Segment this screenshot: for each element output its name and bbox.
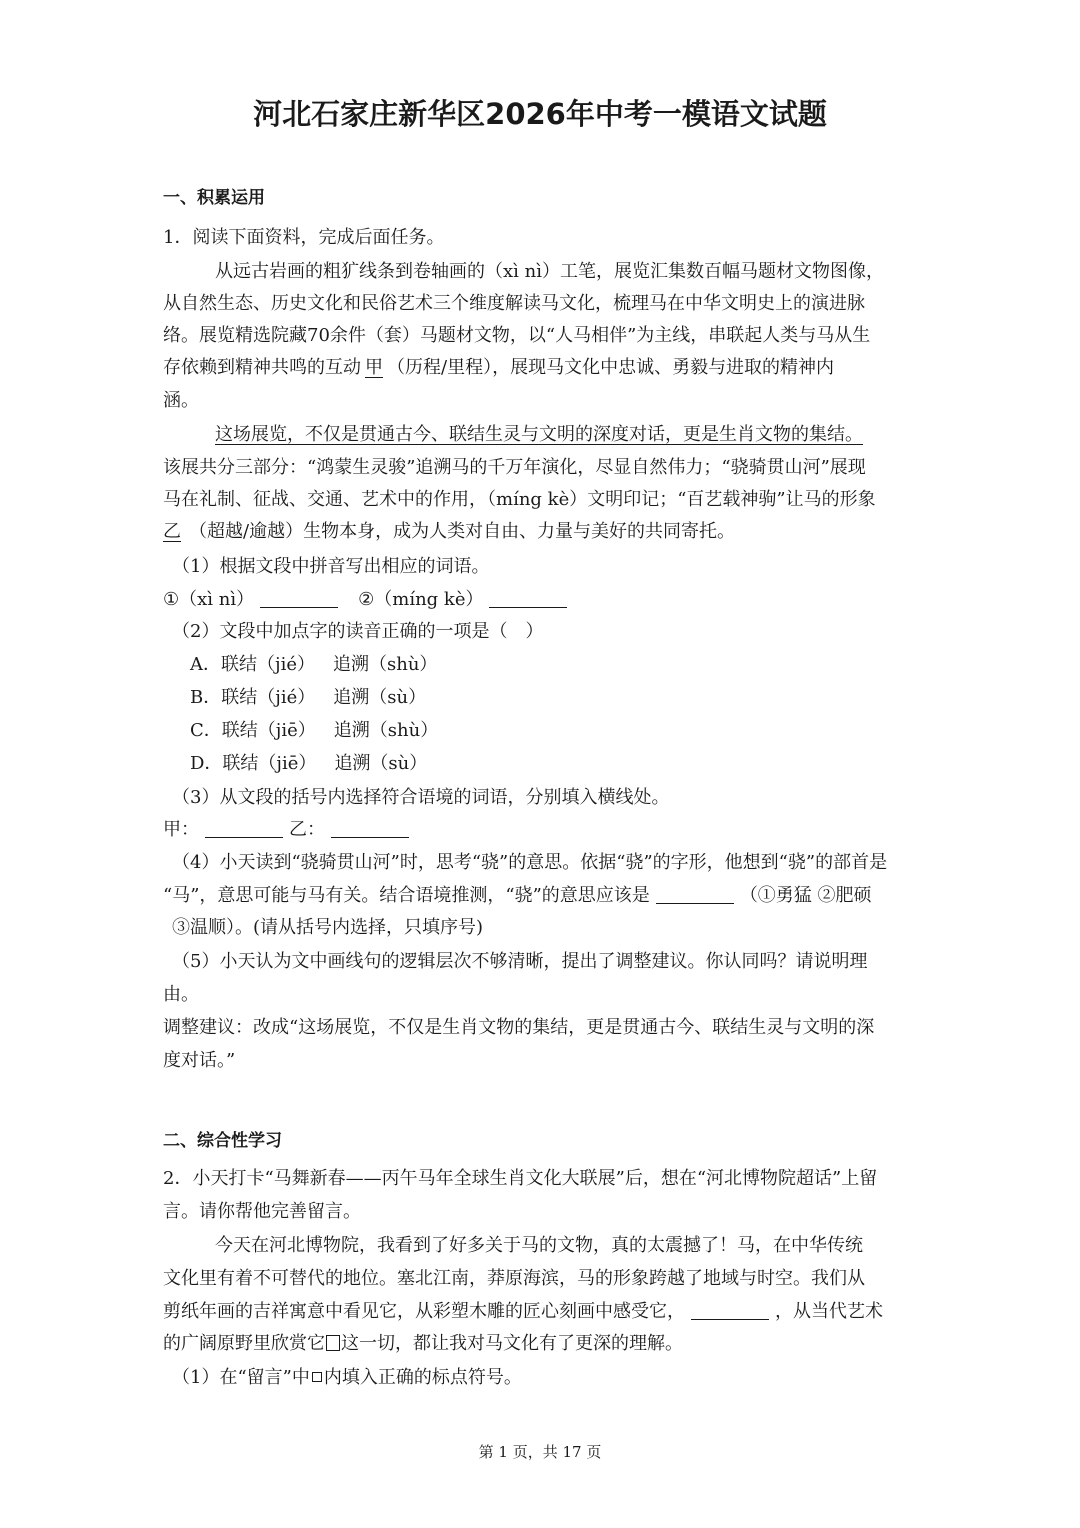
answer-blank[interactable] [489,589,567,608]
passage-line: 剪纸年画的吉祥寓意中看见它，从彩塑木雕的匠心刻画中感受它， ，从当代艺术 [163,1301,883,1322]
passage-line: 涵。 [163,390,199,411]
sub-question-1: （1）根据文段中拼音写出相应的词语。 [172,556,490,577]
suggestion-line: 调整建议：改成“这场展览，不仅是生肖文物的集结，更是贯通古今、联结生灵与文明的深 [163,1017,875,1038]
passage-line: 文化里有着不可替代的地位。塞北江南，莽原海滨，马的形象跨越了地域与时空。我们从 [163,1268,865,1289]
answer-blank[interactable] [656,885,734,904]
answer-blank[interactable] [260,589,338,608]
option-d[interactable]: D．联结（jiē） 追溯（sù） [190,753,428,774]
option-b[interactable]: B．联结（jié） 追溯（sù） [190,687,427,708]
sub-question-2: （2）文段中加点字的读音正确的一项是（ ） [172,621,544,642]
blank-marker-jia: 甲 [365,357,383,378]
sub-question-5: （5）小天认为文中画线句的逻辑层次不够清晰，提出了调整建议。你认同吗？请说明理 [172,951,868,972]
sub-question-1: （1）在“留言”中 内填入正确的标点符号。 [172,1367,522,1388]
answer-blank[interactable] [691,1301,769,1320]
sub-question-3: （3）从文段的括号内选择符合语境的词语，分别填入横线处。 [172,787,670,808]
question-2-stem: 言。请你帮他完善留言。 [163,1201,361,1222]
sub-question-4-line: “马”，意思可能与马有关。结合语境推测，“骁”的意思应该是 （①勇猛 ②肥硕 [163,885,872,906]
passage-line [163,520,735,544]
option-c[interactable]: C．联结（jiē） 追溯（shù） [190,720,439,741]
page-footer: 第 1 页，共 17 页 [478,1443,602,1461]
sub-question-4-line: ③温顺）。(请从括号内选择，只填序号) [172,917,484,938]
underlined-sentence: 这场展览，不仅是贯通古今、联结生灵与文明的深度对话，更是生肖文物的集结。 [215,424,863,445]
passage-line: 马在礼制、征战、交通、艺术中的作用，（míng kè）文明印记；“百艺载神驹”让马的形象 [163,489,876,510]
option-a[interactable]: A．联结（jié） 追溯（shù） [190,654,438,675]
passage-line: 的广阔原野里欣赏它 这一切，都让我对马文化有了更深的理解。 [163,1333,683,1354]
question-2-stem: 2．小天打卡“马舞新春——丙午马年全球生肖文化大联展”后，想在“河北博物院超话”上留 [163,1168,878,1189]
sub-question-5-line: 由。 [163,984,199,1005]
section-heading-1: 一、积累运用 [163,188,265,208]
passage-text: 存依赖到精神共鸣的互动 [163,357,361,378]
answer-line-pinyin: ①（xì nì） ②（míng kè） [163,588,573,612]
passage-text: （超越/逾越）生物本身，成为人类对自由、力量与美好的共同寄托。 [189,521,736,542]
passage-line: 从自然生态、历史文化和民俗艺术三个维度解读马文化，梳理马在中华文明史上的演进脉 [163,293,865,314]
passage-text: （历程/里程），展现马文化中忠诚、勇毅与进取的精神内 [387,357,835,378]
suggestion-line: 度对话。” [163,1050,236,1071]
section-heading-2: 二、综合性学习 [163,1131,282,1151]
page-title: 河北石家庄新华区2026年中考一模语文试题 [253,97,827,131]
blank-marker-yi: 乙 [163,521,181,542]
passage-line [163,356,834,380]
small-box-icon [312,1372,322,1382]
punctuation-box[interactable] [326,1335,340,1351]
passage-line: 该展共分三部分：“鸿蒙生灵骏”追溯马的千万年演化，尽显自然伟力；“骁骑贯山河”展现 [163,457,866,478]
sub-question-4: （4）小天读到“骁骑贯山河”时，思考“骁”的意思。依据“骁”的字形，他想到“骁”的部首是 [172,852,888,873]
question-1-stem: 1．阅读下面资料，完成后面任务。 [163,227,445,248]
answer-blank[interactable] [331,819,409,838]
answer-blank[interactable] [205,819,283,838]
passage-line: 从远古岩画的粗犷线条到卷轴画的（xì nì）工笔，展览汇集数百幅马题材文物图像， [215,261,884,282]
answer-line-jia-yi: 甲： 乙： [163,818,415,842]
passage-line: 今天在河北博物院，我看到了好多关于马的文物，真的太震撼了！马，在中华传统 [215,1235,863,1256]
passage-line: 络。展览精选院藏70余件（套）马题材文物，以“人马相伴”为主线，串联起人类与马从生 [163,325,871,346]
